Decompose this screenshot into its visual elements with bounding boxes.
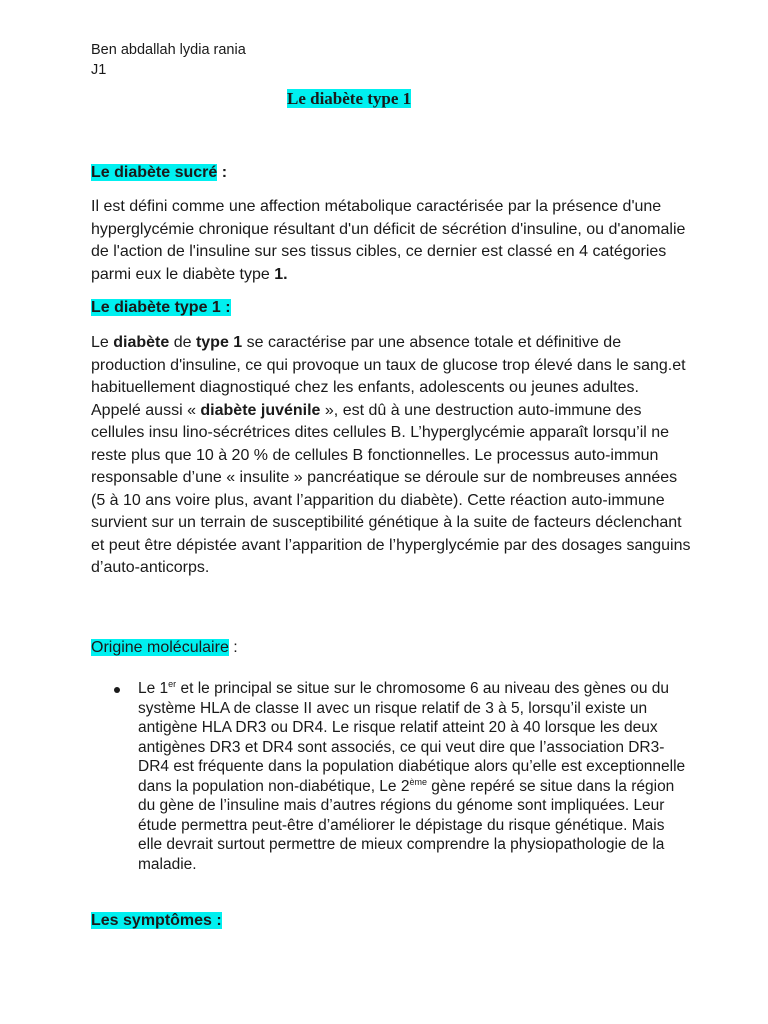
list-item bbox=[112, 679, 692, 874]
heading-origine-text: Origine moléculaire bbox=[91, 639, 229, 656]
title-text: Le diabète type 1 bbox=[287, 89, 412, 108]
bullet-text-part3: gène repéré se situe dans la région du gène de l’insuline mais d’autres régions du génome sont impliquées. Leur étude permettra peut-être d’améliorer le dépistage du risque génétique. Mais elle devrait surtout permettre de mieux comprendre la physiopathologie de la maladie. bbox=[138, 777, 675, 873]
heading-symptomes bbox=[91, 910, 222, 932]
paragraph-type1-part4: », est dû à une destruction auto-immune des cellules insu lino-sécrétrices dites cellules B. L’hyperglycémie apparaît lorsqu’il ne reste plus que 10 à 20 % de cellules B fonctionnelles. Le processus auto-immun responsable d’une « insulite » pancréatique se déroule sur de nombreuses années (5 à 10 ans voire plus, avant l’apparition du diabète). Cette réaction auto-immune survient sur un terrain de susceptibilité génétique à la suite de facteurs déclenchant et peut être dépistée avant l’apparition de l’hyperglycémie par des dosages sanguins d’auto-anticorps. bbox=[91, 401, 691, 576]
bullet-superscript-1: er bbox=[168, 679, 177, 689]
bullet-text-part2: et le principal se situe sur le chromosome 6 au niveau des gènes ou du système HLA de classe II avec un risque relatif de 3 à 5, lorsqu’il existe un antigène HLA DR3 ou DR4. Le risque relatif atteint 20 à 40 lorsque les deux antigènes DR3 et DR4 sont associés, ce qui veut dire que l’association DR3-DR4 est fréquente dans la population diabétique alors qu’elle est exceptionnelle dans la population non-diabétique, Le 2 bbox=[138, 680, 686, 795]
paragraph-type1-part1: Le bbox=[91, 334, 114, 351]
heading-origine-suffix: : bbox=[228, 639, 238, 656]
heading-symptomes-text: Les symptômes : bbox=[91, 912, 222, 929]
paragraph-type1-bold3: diabète juvénile bbox=[200, 401, 321, 419]
paragraph-diabete-sucre bbox=[91, 196, 691, 286]
paragraph-type1-part2: de bbox=[169, 334, 196, 351]
paragraph-diabete-sucre-bold-end: 1. bbox=[274, 265, 288, 283]
page-title bbox=[287, 88, 411, 110]
author-block bbox=[91, 40, 246, 80]
group-label: J1 bbox=[91, 62, 107, 78]
paragraph-type1-bold2: type 1 bbox=[195, 334, 243, 351]
paragraph-diabete-sucre-text: Il est défini comme une affection métabolique caractérisée par la présence d'une hyperglycémie chronique résultant d'un déficit de sécrétion d'insuline, ou d'anomalie de l'action de l'insuline sur ses tissus cibles, ce dernier est classé en 4 catégories parmi eux le diabète type bbox=[91, 198, 686, 283]
author-name: Ben abdallah lydia rania bbox=[91, 42, 246, 58]
heading-diabete-sucre-suffix: : bbox=[217, 164, 228, 181]
bullet-superscript-2: ème bbox=[409, 776, 427, 787]
heading-diabete-type1-text: Le diabète type 1 : bbox=[91, 299, 231, 316]
origine-bullet-list bbox=[112, 679, 692, 874]
heading-diabete-sucre-text: Le diabète sucré bbox=[91, 164, 218, 181]
heading-diabete-sucre bbox=[91, 162, 227, 184]
paragraph-type1-part3: se caractérise par une absence totale et définitive de production d'insuline, ce qui provoque un taux de glucose trop élevé dans le sang.et habituellement diagnostiqué chez les enfants, adolescents ou jeunes adultes. Appelé aussi « bbox=[91, 334, 686, 419]
paragraph-type1-bold1: diabète bbox=[113, 334, 170, 351]
heading-diabete-type1 bbox=[91, 297, 231, 319]
bullet-text-part1: Le 1 bbox=[138, 680, 169, 697]
bullet-dot-icon bbox=[114, 687, 120, 693]
paragraph-diabete-type1 bbox=[91, 332, 691, 580]
heading-origine bbox=[91, 637, 238, 659]
